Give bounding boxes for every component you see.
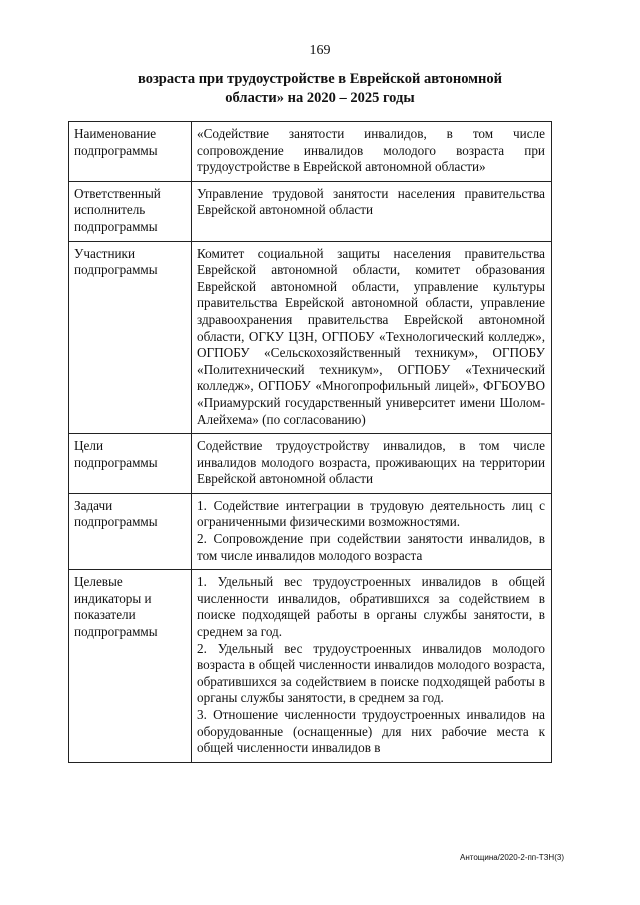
row-value: [192, 122, 552, 182]
subprogram-passport-table: [68, 121, 552, 763]
table-row: [69, 122, 552, 182]
row-label: Целевые индикаторы и показатели подпрограммы: [69, 570, 192, 763]
row-label: Ответственный исполнитель подпрограммы: [69, 181, 192, 241]
paragraph: 2. Удельный вес трудоустроенных инвалидов молодого возраста в общей численности инвалидов молодого возраста, обратившихся за содействием в поиске подходящей работы в органы службы занятости, в среднем за год.: [197, 640, 545, 706]
row-label: Участники подпрограммы: [69, 241, 192, 434]
paragraph: Содействие трудоустройству инвалидов, в том числе инвалидов молодого возраста, проживающих на территории Еврейской автономной области: [197, 438, 545, 487]
row-value: [192, 181, 552, 241]
row-value: [192, 570, 552, 763]
paragraph: «Содействие занятости инвалидов, в том числе сопровождение инвалидов молодого возраста при трудоустройстве в Еврейской автономной области»: [197, 126, 545, 175]
row-label: Задачи подпрограммы: [69, 493, 192, 569]
row-label: Наименование подпрограммы: [69, 122, 192, 182]
page-number: 169: [309, 43, 331, 58]
paragraph: 1. Удельный вес трудоустроенных инвалидов в общей численности инвалидов, обратившихся за содействием в поиске подходящей работы в органы службы занятости, в среднем за год.: [197, 574, 545, 640]
table-row: [69, 570, 552, 763]
paragraph: 1. Содействие интеграции в трудовую деятельность лиц с ограниченными физическими возможностями.: [197, 497, 545, 530]
row-label: Цели подпрограммы: [69, 434, 192, 494]
paragraph: 3. Отношение численности трудоустроенных инвалидов на оборудованные (оснащенные) для них рабочие места к общей численности инвалидов в: [197, 707, 545, 756]
footer-note: Антощина/2020-2-пп-ТЗН(3): [459, 853, 564, 862]
table-row: [69, 241, 552, 434]
paragraph: 2. Сопровождение при содействии занятости инвалидов, в том числе инвалидов молодого возраста: [197, 531, 545, 563]
document-title: возраста при трудоустройстве в Еврейской автономной области» на 2020 – 2025 годы: [137, 71, 503, 106]
row-value: [192, 241, 552, 434]
table-row: [69, 181, 552, 241]
paragraph: Управление трудовой занятости населения правительства Еврейской автономной области: [197, 185, 545, 218]
paragraph: Комитет социальной защиты населения правительства Еврейской автономной области, комитет образования Еврейской автономной области, управление культуры правительства Еврейской автономной области, управление здравоохранения правительства Еврейской автономной области, ОГКУ ЦЗН, ОГПОБУ «Технологический колледж», ОГПОБУ «Сельскохозяйственный техникум», ОГПОБУ «Политехнический техникум», ОГПОБУ «Технический колледж», ОГПОБУ «Многопрофильный лицей», ФГБОУВО «Приамурский государственный университет имени Шолом-Алейхема» (по согласованию): [197, 245, 545, 427]
table-row: [69, 434, 552, 494]
row-value: [192, 434, 552, 494]
table-row: [69, 493, 552, 569]
row-value: [192, 493, 552, 569]
